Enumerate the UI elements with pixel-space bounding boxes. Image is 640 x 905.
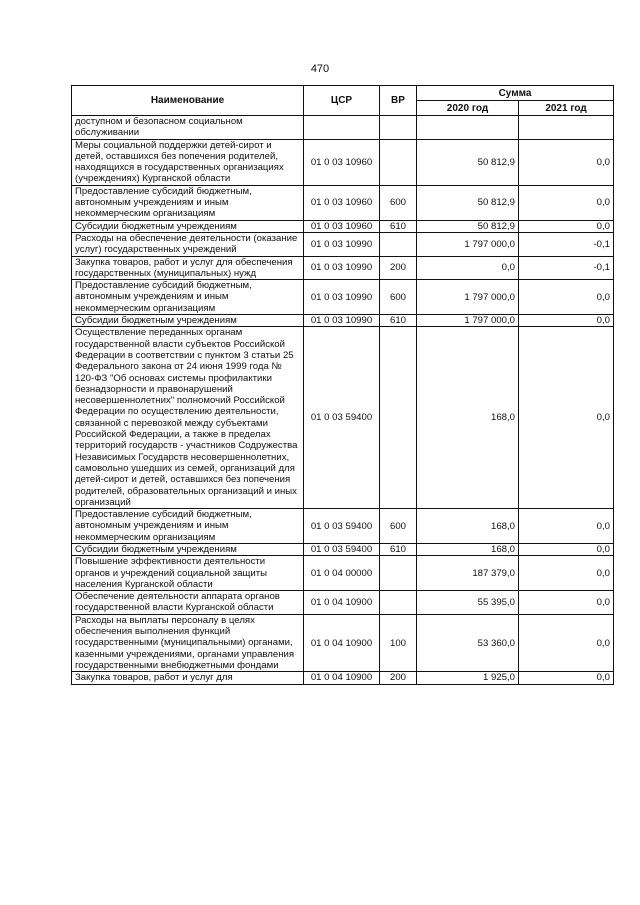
row-name-cell: доступном и безопасном социальном обслуживании [72, 116, 304, 140]
row-sum-2021-cell: 0,0 [519, 220, 614, 232]
row-sum-2021-cell: 0,0 [519, 185, 614, 220]
row-sum-2020-cell: 1 797 000,0 [417, 315, 519, 327]
table-row [72, 232, 614, 256]
row-name-cell: Меры социальной поддержки детей-сирот и детей, оставшихся без попечения родителей, находящихся в государственных организациях (учреждениях) Курганской области [72, 139, 304, 185]
row-vr-cell: 200 [380, 256, 417, 280]
row-vr-cell: 610 [380, 220, 417, 232]
row-vr-cell: 100 [380, 614, 417, 671]
row-sum-2020-cell: 50 812,9 [417, 220, 519, 232]
row-sum-2021-cell: 0,0 [519, 280, 614, 315]
row-vr-cell [380, 327, 417, 509]
row-name-cell: Обеспечение деятельности аппарата органов государственной власти Курганской области [72, 591, 304, 615]
row-vr-cell [380, 139, 417, 185]
table-row [72, 543, 614, 555]
row-csr-cell: 01 0 03 10990 [304, 256, 380, 280]
header-vr: ВР [380, 86, 417, 116]
row-csr-cell: 01 0 03 10960 [304, 185, 380, 220]
row-sum-2020-cell [417, 116, 519, 140]
table-row [72, 556, 614, 591]
row-csr-cell: 01 0 03 10960 [304, 139, 380, 185]
row-sum-2021-cell: 0,0 [519, 556, 614, 591]
table-row [72, 185, 614, 220]
row-name-cell: Предоставление субсидий бюджетным, автономным учреждениям и иным некоммерческим организациям [72, 185, 304, 220]
row-sum-2021-cell: -0,1 [519, 256, 614, 280]
row-name-cell: Закупка товаров, работ и услуг для [72, 672, 304, 684]
row-csr-cell: 01 0 04 10900 [304, 614, 380, 671]
row-vr-cell [380, 116, 417, 140]
row-csr-cell: 01 0 04 10900 [304, 672, 380, 684]
table-row [72, 256, 614, 280]
table-row [72, 591, 614, 615]
row-csr-cell: 01 0 04 10900 [304, 591, 380, 615]
row-vr-cell: 600 [380, 280, 417, 315]
row-sum-2020-cell: 53 360,0 [417, 614, 519, 671]
table-row [72, 116, 614, 140]
table-row [72, 614, 614, 671]
row-name-cell: Расходы на обеспечение деятельности (оказание услуг) государственных учреждений [72, 232, 304, 256]
row-name-cell: Осуществление переданных органам государственной власти субъектов Российской Федерации в соответствии с пунктом 3 статьи 25 Федерального закона от 24 июня 1999 года № 120-ФЗ "Об основах системы профилактики безнадзорности и правонарушений несовершеннолетних" полномочий Российской Федерации по осуществлению деятельности, связанной с перевозкой между субъектами Российской Федерации, а также в пределах территорий государств - участников Содружества Независимых Государств несовершеннолетних, самовольно ушедших из семей, организаций для детей-сирот и детей, оставшихся без попечения родителей, образовательных организаций и иных организаций [72, 327, 304, 509]
row-name-cell: Предоставление субсидий бюджетным, автономным учреждениям и иным некоммерческим организациям [72, 509, 304, 544]
row-sum-2021-cell: 0,0 [519, 139, 614, 185]
row-sum-2021-cell: 0,0 [519, 672, 614, 684]
row-sum-2020-cell: 168,0 [417, 543, 519, 555]
budget-table [71, 85, 614, 685]
row-sum-2021-cell: 0,0 [519, 614, 614, 671]
row-sum-2020-cell: 187 379,0 [417, 556, 519, 591]
row-name-cell: Субсидии бюджетным учреждениям [72, 543, 304, 555]
row-vr-cell: 600 [380, 185, 417, 220]
row-name-cell: Субсидии бюджетным учреждениям [72, 220, 304, 232]
row-csr-cell: 01 0 03 10990 [304, 315, 380, 327]
row-sum-2020-cell: 168,0 [417, 509, 519, 544]
row-sum-2020-cell: 55 395,0 [417, 591, 519, 615]
row-name-cell: Закупка товаров, работ и услуг для обеспечения государственных (муниципальных) нужд [72, 256, 304, 280]
row-vr-cell: 610 [380, 315, 417, 327]
row-sum-2020-cell: 1 797 000,0 [417, 232, 519, 256]
header-csr: ЦСР [304, 86, 380, 116]
row-sum-2020-cell: 50 812,9 [417, 185, 519, 220]
row-csr-cell: 01 0 03 59400 [304, 327, 380, 509]
row-csr-cell: 01 0 03 59400 [304, 509, 380, 544]
header-sum: Сумма [417, 86, 614, 101]
row-vr-cell: 600 [380, 509, 417, 544]
table-row [72, 220, 614, 232]
table-row [72, 315, 614, 327]
row-sum-2021-cell: 0,0 [519, 591, 614, 615]
row-vr-cell: 610 [380, 543, 417, 555]
table-row [72, 509, 614, 544]
table-body [72, 116, 614, 685]
row-sum-2020-cell: 0,0 [417, 256, 519, 280]
row-name-cell: Субсидии бюджетным учреждениям [72, 315, 304, 327]
table-row [72, 327, 614, 509]
table-row [72, 672, 614, 684]
row-sum-2020-cell: 1 797 000,0 [417, 280, 519, 315]
table-row [72, 139, 614, 185]
header-year-2021: 2021 год [519, 101, 614, 116]
row-name-cell: Повышение эффективности деятельности органов и учреждений социальной защиты населения Курганской области [72, 556, 304, 591]
row-sum-2021-cell: 0,0 [519, 327, 614, 509]
row-sum-2021-cell [519, 116, 614, 140]
row-vr-cell [380, 232, 417, 256]
row-csr-cell: 01 0 04 00000 [304, 556, 380, 591]
page-number: 470 [310, 63, 330, 75]
row-sum-2020-cell: 50 812,9 [417, 139, 519, 185]
row-csr-cell: 01 0 03 10990 [304, 232, 380, 256]
row-name-cell: Предоставление субсидий бюджетным, автономным учреждениям и иным некоммерческим организациям [72, 280, 304, 315]
row-sum-2021-cell: 0,0 [519, 543, 614, 555]
row-sum-2021-cell: -0,1 [519, 232, 614, 256]
row-sum-2021-cell: 0,0 [519, 315, 614, 327]
row-vr-cell: 200 [380, 672, 417, 684]
row-sum-2020-cell: 1 925,0 [417, 672, 519, 684]
header-name: Наименование [72, 86, 304, 116]
table-row [72, 280, 614, 315]
row-vr-cell [380, 591, 417, 615]
header-year-2020: 2020 год [417, 101, 519, 116]
row-sum-2021-cell: 0,0 [519, 509, 614, 544]
row-csr-cell: 01 0 03 10960 [304, 220, 380, 232]
row-csr-cell: 01 0 03 59400 [304, 543, 380, 555]
row-sum-2020-cell: 168,0 [417, 327, 519, 509]
row-csr-cell: 01 0 03 10990 [304, 280, 380, 315]
row-csr-cell [304, 116, 380, 140]
row-vr-cell [380, 556, 417, 591]
row-name-cell: Расходы на выплаты персоналу в целях обеспечения выполнения функций государственными (муниципальными) органами, казенными учреждениями, органами управления государственными внебюджетными фондами [72, 614, 304, 671]
